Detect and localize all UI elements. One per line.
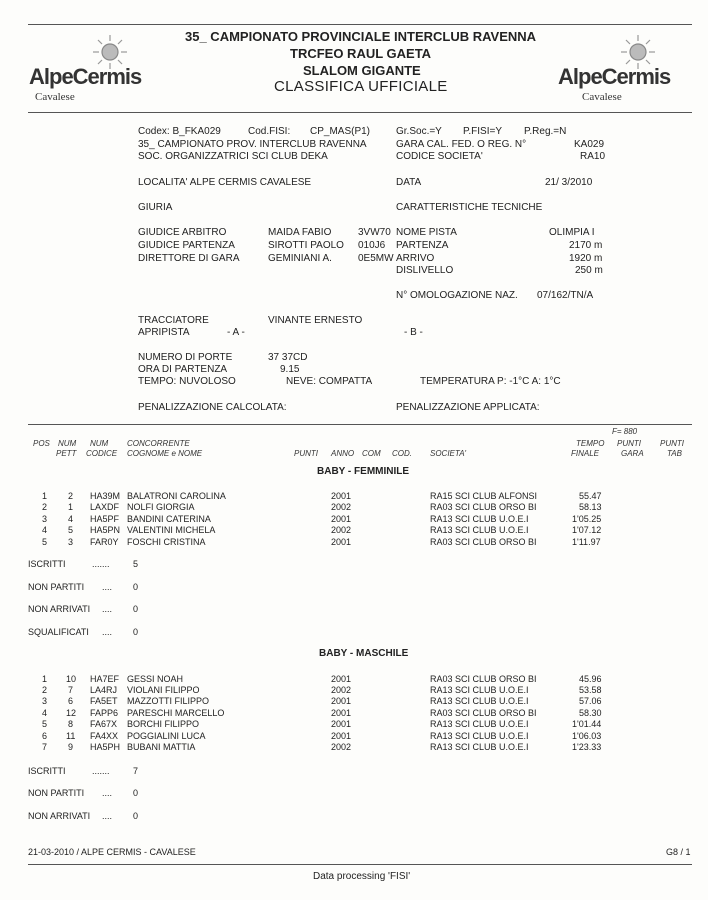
- col-anno: ANNO: [331, 449, 355, 458]
- omologazione-value: 07/162/TN/A: [537, 290, 594, 301]
- giudice-arbitro-name: MAIDA FABIO: [268, 227, 332, 238]
- cell-code: FAR0Y: [90, 537, 119, 547]
- col-pos: POS: [33, 439, 50, 448]
- stat-dots: ....: [102, 788, 113, 798]
- cod-fisi-label: Cod.FISI:: [248, 126, 291, 137]
- cell-name: MAZZOTTI FILIPPO: [127, 696, 210, 706]
- stat-value: 0: [133, 627, 139, 637]
- stat-dots: .......: [92, 559, 110, 569]
- footer-left: 21-03-2010 / ALPE CERMIS - CAVALESE: [28, 847, 196, 857]
- section-title-femminile: BABY - FEMMINILE: [317, 466, 410, 477]
- col-num1: NUM: [58, 439, 77, 448]
- col-finale: FINALE: [571, 449, 600, 458]
- table-row: [0, 525, 708, 537]
- cell-time: 57.06: [579, 696, 602, 706]
- footer-page: G8 / 1: [666, 847, 691, 857]
- nome-pista-value: OLIMPIA I: [549, 227, 595, 238]
- cell-code: LA4RJ: [90, 685, 118, 695]
- cell-anno: 2001: [331, 696, 352, 706]
- codice-societa-label: CODICE SOCIETA': [396, 151, 483, 162]
- table-row: [0, 502, 708, 514]
- cell-pett: 9: [68, 742, 74, 752]
- cell-name: GESSI NOAH: [127, 674, 184, 684]
- stat-value: 0: [133, 788, 139, 798]
- cell-societa: RA03 SCI CLUB ORSO BI: [430, 537, 537, 547]
- partenza-value: 2170 m: [569, 240, 603, 251]
- cell-pos: 2: [42, 502, 48, 512]
- partenza-label: PARTENZA: [396, 240, 449, 251]
- col-societa: SOCIETA': [430, 449, 467, 458]
- stat-label: ISCRITTI: [28, 766, 66, 776]
- stat-value: 5: [133, 559, 139, 569]
- logo-right-sub: Cavalese: [582, 91, 622, 103]
- cell-code: HA5PF: [90, 514, 120, 524]
- header-bottom-rule: [28, 112, 692, 113]
- stat-label: NON PARTITI: [28, 582, 85, 592]
- cell-pett: 12: [66, 708, 77, 718]
- stat-label: ISCRITTI: [28, 559, 66, 569]
- ora-partenza-value: 9.15: [280, 364, 300, 375]
- cell-societa: RA03 SCI CLUB ORSO BI: [430, 502, 537, 512]
- footer-rule: [28, 864, 692, 865]
- cell-societa: RA13 SCI CLUB U.O.E.I: [430, 685, 529, 695]
- cell-time: 53.58: [579, 685, 602, 695]
- giuria: GIURIA: [138, 202, 173, 213]
- col-codice: CODICE: [86, 449, 118, 458]
- title-line-1: 35_ CAMPIONATO PROVINCIALE INTERCLUB RAVENNA: [185, 29, 537, 44]
- codex: Codex: B_FKA029: [138, 126, 221, 137]
- cell-name: BALATRONI CAROLINA: [127, 491, 226, 501]
- cell-code: HA5PN: [90, 525, 121, 535]
- cell-name: BORCHI FILIPPO: [127, 719, 200, 729]
- cell-time: 1'06.03: [572, 731, 602, 741]
- cell-time: 1'07.12: [572, 525, 602, 535]
- col-punti-gara: PUNTI: [617, 439, 641, 448]
- apripista-label: APRIPISTA: [138, 327, 190, 338]
- dislivello-label: DISLIVELLO: [396, 265, 454, 276]
- tempo-meteo: TEMPO: NUVOLOSO: [138, 376, 236, 387]
- cell-anno: 2001: [331, 491, 352, 501]
- cell-code: HA7EF: [90, 674, 120, 684]
- logo-left-text: AlpeCermis: [29, 64, 142, 89]
- cell-code: LAXDF: [90, 502, 120, 512]
- stat-label: NON PARTITI: [28, 788, 85, 798]
- cell-anno: 2001: [331, 674, 352, 684]
- cell-pos: 4: [42, 708, 48, 718]
- giudice-partenza-name: SIROTTI PAOLO: [268, 240, 344, 251]
- apripista-a: - A -: [227, 327, 245, 338]
- arrivo-label: ARRIVO: [396, 253, 435, 264]
- cell-pos: 1: [42, 491, 48, 501]
- omologazione-label: N° OMOLOGAZIONE NAZ.: [396, 290, 518, 301]
- cod-fisi-value: CP_MAS(P1): [310, 126, 371, 137]
- cell-code: FAPP6: [90, 708, 119, 718]
- cell-pos: 4: [42, 525, 48, 535]
- cell-anno: 2001: [331, 708, 352, 718]
- stat-label: NON ARRIVATI: [28, 604, 91, 614]
- cell-anno: 2001: [331, 731, 352, 741]
- cell-pett: 10: [66, 674, 77, 684]
- cell-societa: RA13 SCI CLUB U.O.E.I: [430, 731, 529, 741]
- footer-processing: Data processing 'FISI': [313, 871, 411, 882]
- cell-code: HA39M: [90, 491, 121, 501]
- cell-time: 1'01.44: [572, 719, 602, 729]
- cell-anno: 2002: [331, 685, 352, 695]
- logo-right: [556, 34, 671, 104]
- cell-code: FA67X: [90, 719, 118, 729]
- cell-societa: RA13 SCI CLUB U.O.E.I: [430, 696, 529, 706]
- cell-pos: 3: [42, 696, 48, 706]
- cell-societa: RA03 SCI CLUB ORSO BI: [430, 708, 537, 718]
- cell-anno: 2001: [331, 719, 352, 729]
- cell-name: NOLFI GIORGIA: [127, 502, 195, 512]
- table-row: [0, 719, 708, 731]
- caratteristiche-tecniche: CARATTERISTICHE TECNICHE: [396, 202, 543, 213]
- cell-anno: 2001: [331, 514, 352, 524]
- num-porte-value: 37 37CD: [268, 352, 308, 363]
- giudice-partenza-label: GIUDICE PARTENZA: [138, 240, 235, 251]
- campionato: 35_ CAMPIONATO PROV. INTERCLUB RAVENNA: [138, 139, 367, 150]
- cell-pett: 6: [68, 696, 74, 706]
- gara-cal-label: GARA CAL. FED. O REG. N°: [396, 139, 527, 150]
- penalizzazione-calcolata: PENALIZZAZIONE CALCOLATA:: [138, 402, 287, 413]
- col-pett: PETT: [56, 449, 77, 458]
- cell-anno: 2002: [331, 525, 352, 535]
- gara-cal-value: KA029: [574, 139, 605, 150]
- cell-code: FA4XX: [90, 731, 119, 741]
- temperatura: TEMPERATURA P: -1°C A: 1°C: [420, 376, 561, 387]
- cell-pett: 8: [68, 719, 74, 729]
- cell-anno: 2001: [331, 537, 352, 547]
- giudice-partenza-code: 010J6: [358, 240, 386, 251]
- arrivo-value: 1920 m: [569, 253, 603, 264]
- cell-pos: 2: [42, 685, 48, 695]
- p-fisi: P.FISI=Y: [463, 126, 503, 137]
- cell-pett: 2: [68, 491, 74, 501]
- title-line-4: CLASSIFICA UFFICIALE: [274, 78, 448, 95]
- stat-value: 0: [133, 604, 139, 614]
- stat-dots: .......: [92, 766, 110, 776]
- cell-pett: 4: [68, 514, 74, 524]
- cell-societa: RA13 SCI CLUB U.O.E.I: [430, 719, 529, 729]
- col-punti-tab: PUNTI: [660, 439, 684, 448]
- tracciatore-value: VINANTE ERNESTO: [268, 315, 363, 326]
- stat-label: SQUALIFICATI: [28, 627, 89, 637]
- stat-value: 7: [133, 766, 139, 776]
- cell-name: BANDINI CATERINA: [127, 514, 211, 524]
- col-cognome: COGNOME e NOME: [127, 449, 203, 458]
- info-bottom-rule: [28, 424, 692, 425]
- cell-pos: 7: [42, 742, 48, 752]
- soc-organizzatrici: SOC. ORGANIZZATRICI SCI CLUB DEKA: [138, 151, 328, 162]
- cell-pos: 6: [42, 731, 48, 741]
- cell-time: 58.30: [579, 708, 602, 718]
- cell-time: 58.13: [579, 502, 602, 512]
- col-concorrente: CONCORRENTE: [127, 439, 190, 448]
- cell-name: VALENTINI MICHELA: [127, 525, 216, 535]
- cell-anno: 2002: [331, 742, 352, 752]
- gr-soc: Gr.Soc.=Y: [396, 126, 442, 137]
- top-rule: [28, 24, 692, 25]
- cell-code: FA5ET: [90, 696, 118, 706]
- cell-time: 55.47: [579, 491, 602, 501]
- cell-pos: 5: [42, 537, 48, 547]
- cell-anno: 2002: [331, 502, 352, 512]
- cell-time: 45.96: [579, 674, 602, 684]
- cell-pos: 5: [42, 719, 48, 729]
- col-tempo: TEMPO: [576, 439, 605, 448]
- cell-name: PARESCHI MARCELLO: [127, 708, 225, 718]
- title-line-3: SLALOM GIGANTE: [303, 63, 421, 78]
- cell-pett: 7: [68, 685, 74, 695]
- cell-code: HA5PH: [90, 742, 121, 752]
- cell-societa: RA13 SCI CLUB U.O.E.I: [430, 525, 529, 535]
- dislivello-value: 250 m: [575, 265, 603, 276]
- data-label: DATA: [396, 177, 422, 188]
- localita: LOCALITA' ALPE CERMIS CAVALESE: [138, 177, 312, 188]
- cell-time: 1'05.25: [572, 514, 602, 524]
- stat-dots: ....: [102, 604, 113, 614]
- logo-left: [25, 34, 142, 104]
- neve: NEVE: COMPATTA: [286, 376, 373, 387]
- penalizzazione-applicata: PENALIZZAZIONE APPLICATA:: [396, 402, 540, 413]
- cell-societa: RA13 SCI CLUB U.O.E.I: [430, 514, 529, 524]
- direttore-name: GEMINIANI A.: [268, 253, 332, 264]
- cell-societa: RA15 SCI CLUB ALFONSI: [430, 491, 538, 501]
- section-title-maschile: BABY - MASCHILE: [319, 648, 409, 659]
- col-tab: TAB: [667, 449, 682, 458]
- col-f: F= 880: [612, 427, 638, 436]
- cell-societa: RA03 SCI CLUB ORSO BI: [430, 674, 537, 684]
- stat-dots: ....: [102, 811, 113, 821]
- col-gara: GARA: [621, 449, 644, 458]
- title-line-2: TRCFEO RAUL GAETA: [290, 46, 432, 61]
- tracciatore-label: TRACCIATORE: [138, 315, 209, 326]
- col-cod: COD.: [392, 449, 412, 458]
- table-row: [0, 696, 708, 708]
- col-com: COM: [362, 449, 381, 458]
- ora-partenza-label: ORA DI PARTENZA: [138, 364, 228, 375]
- cell-name: VIOLANI FILIPPO: [127, 685, 200, 695]
- nome-pista-label: NOME PISTA: [396, 227, 457, 238]
- table-row: [0, 742, 708, 754]
- col-punti: PUNTI: [294, 449, 318, 458]
- num-porte-label: NUMERO DI PORTE: [138, 352, 233, 363]
- cell-pett: 3: [68, 537, 74, 547]
- table-row: [0, 537, 708, 549]
- cell-pett: 1: [68, 502, 74, 512]
- direttore-code: 0E5MW: [358, 253, 394, 264]
- stat-label: NON ARRIVATI: [28, 811, 91, 821]
- stat-value: 0: [133, 582, 139, 592]
- cell-societa: RA13 SCI CLUB U.O.E.I: [430, 742, 529, 752]
- data-value: 21/ 3/2010: [545, 177, 593, 188]
- logo-left-sub: Cavalese: [35, 91, 75, 103]
- apripista-b: - B -: [404, 327, 423, 338]
- cell-pett: 11: [66, 731, 76, 741]
- cell-pett: 5: [68, 525, 74, 535]
- cell-time: 1'23.33: [572, 742, 602, 752]
- logo-right-text: AlpeCermis: [558, 64, 671, 89]
- col-num2: NUM: [90, 439, 109, 448]
- cell-name: FOSCHI CRISTINA: [127, 537, 206, 547]
- stat-dots: ....: [102, 627, 113, 637]
- giudice-arbitro-label: GIUDICE ARBITRO: [138, 227, 227, 238]
- stat-dots: ....: [102, 582, 113, 592]
- cell-pos: 3: [42, 514, 48, 524]
- p-reg: P.Reg.=N: [524, 126, 567, 137]
- codice-societa-value: RA10: [580, 151, 606, 162]
- cell-name: BUBANI MATTIA: [127, 742, 196, 752]
- stat-value: 0: [133, 811, 139, 821]
- cell-pos: 1: [42, 674, 48, 684]
- giudice-arbitro-code: 3VW70: [358, 227, 391, 238]
- cell-time: 1'11.97: [572, 537, 601, 547]
- cell-name: POGGIALINI LUCA: [127, 731, 206, 741]
- direttore-label: DIRETTORE DI GARA: [138, 253, 240, 264]
